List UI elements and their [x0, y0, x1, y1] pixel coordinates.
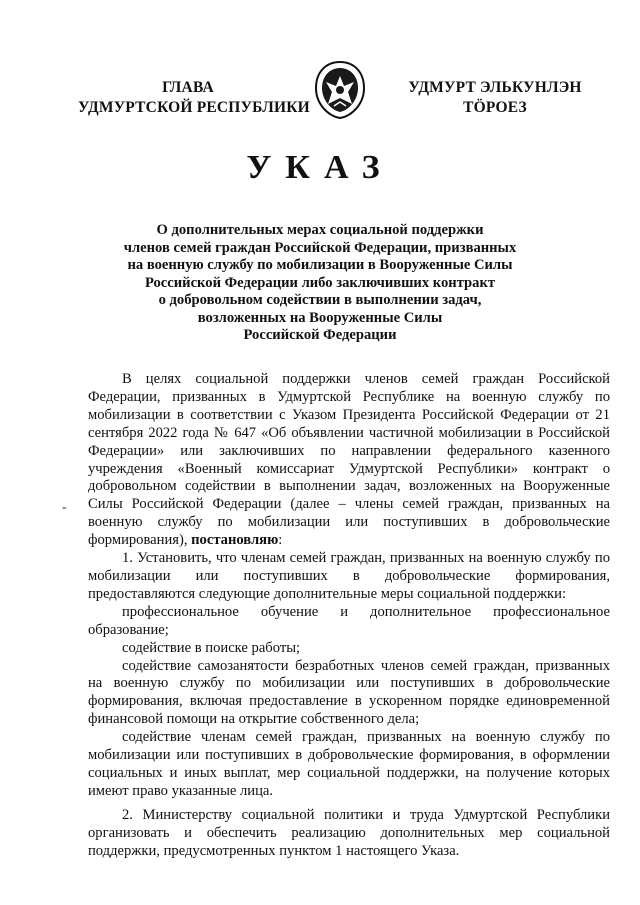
margin-mark: - — [62, 500, 67, 515]
preamble-paragraph — [88, 371, 610, 550]
measure-paragraph: содействие самозанятости безработных членов семей граждан, призванных на военную службу по мобилизации или поступивших в добровольческие формирования, включая предоставление в ускоренном порядке единовременной финансовой помощи на открытие собственного дела; — [88, 657, 610, 728]
issuer-russian — [78, 78, 310, 118]
preamble-text: В целях социальной поддержки членов семей граждан Российской Федерации, призванных в Удмуртской Республике на военную службу по мобилизации в соответствии с Указом Президента Российской Федерации от 21 сентября 2022 года № 647 «Об объявлении частичной мобилизации в Российской Федерации» или заключивших по направлении федерального казенного учреждения «Военный комиссариат Удмуртской Республики» контракт о добровольном содействии в выполнении задач, возложенных на Вооруженные Силы Российской Федерации (далее – члены семей граждан, призванных на военную службу по мобилизации или поступивших в добровольческие формирования), — [88, 371, 610, 549]
decree-subject — [110, 222, 530, 345]
item-2-paragraph: 2. Министерству социальной политики и труда Удмуртской Республики организовать и обеспечить реализацию дополнительных мер социальной поддержки, предусмотренных пунктом 1 настоящего Указа. — [88, 806, 610, 859]
measure-paragraph: содействие членам семей граждан, призванных на военную службу по мобилизации или поступивших в добровольческие формирования, в оформлении социальных и иных выплат, мер социальной поддержки, на получение которых имеют право указанные лица. — [88, 729, 610, 799]
document-type-title: УКАЗ — [246, 149, 394, 186]
issuer-udmurt-line1: УДМУРТ ЭЛЬКУНЛЭН — [408, 79, 582, 96]
decree-word: постановляю — [191, 532, 279, 549]
decree-body — [88, 371, 610, 860]
coat-of-arms-icon — [314, 60, 366, 120]
subject-line: О дополнительных мерах социальной поддержки — [156, 222, 484, 238]
subject-line: на военную службу по мобилизации в Вооруженные Силы — [127, 257, 513, 273]
subject-line: возложенных на Вооруженные Силы — [197, 309, 443, 326]
decree-colon: : — [278, 532, 283, 549]
subject-line: Российской Федерации — [243, 327, 397, 343]
subject-line: о добровольном содействии в выполнении задач, — [158, 292, 482, 308]
issuer-russian-line1: ГЛАВА — [162, 79, 214, 96]
subject-line: Российской Федерации либо заключивших контракт — [144, 274, 496, 291]
item-1-paragraph: 1. Установить, что членам семей граждан, призванных на военную службу по мобилизации или поступивших в добровольческие формирования, предоставляются следующие дополнительные меры социальной поддержки: — [88, 550, 610, 602]
measure-paragraph: профессиональное обучение и дополнительное профессиональное образование; — [88, 603, 610, 638]
subject-line: членов семей граждан Российской Федерации, призванных — [123, 239, 517, 256]
issuer-russian-line2: УДМУРТСКОЙ РЕСПУБЛИКИ — [78, 99, 310, 116]
measure-paragraph: содействие в поиске работы; — [122, 639, 301, 656]
issuer-udmurt-line2: ТӦРОЕЗ — [463, 99, 527, 116]
issuer-udmurt — [400, 78, 590, 118]
